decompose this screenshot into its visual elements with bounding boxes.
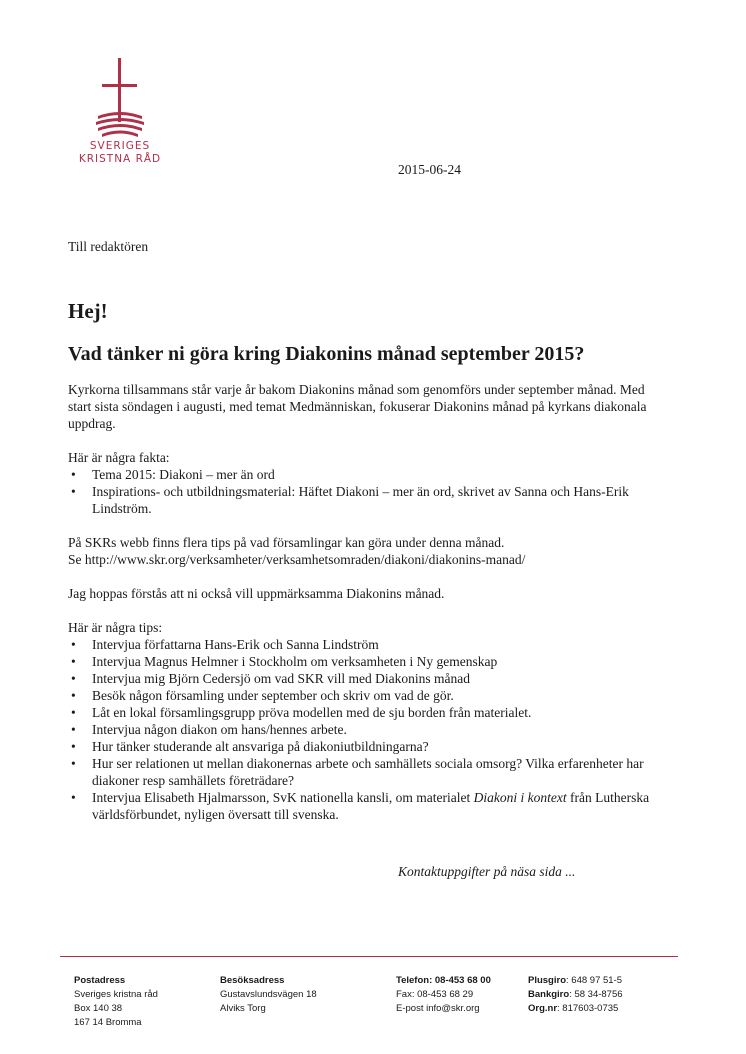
footer-postal-line: 167 14 Bromma — [74, 1017, 142, 1028]
footer-postal-line: Box 140 38 — [74, 1003, 123, 1014]
footer-visit-line: Alviks Torg — [220, 1003, 266, 1014]
list-item: • Intervjua någon diakon om hans/hennes arbete. — [92, 721, 658, 738]
orgnr-label: Org.nr — [528, 1003, 558, 1014]
footer-postal-line: Sveriges kristna råd — [74, 989, 158, 1000]
list-item: • Besök någon församling under september och skriv om vad de gör. — [92, 687, 658, 704]
web-link[interactable]: Se http://www.skr.org/verksamheter/verksamhetsomraden/diakoni/diakonins-manad/ — [68, 552, 526, 567]
list-item — [92, 789, 658, 823]
orgnr-value: : 817603-0735 — [557, 1003, 619, 1014]
footer-contact — [396, 974, 491, 1016]
web-line-1: På SKRs webb finns flera tips på vad församlingar kan göra under denna månad. — [68, 535, 505, 550]
page-title: Vad tänker ni göra kring Diakonins månad september 2015? — [68, 343, 585, 365]
list-item: • Hur tänker studerande alt ansvariga på diakoniutbildningarna? — [92, 738, 658, 755]
footer-postal-title: Postadress — [74, 975, 126, 986]
bankgiro-label: Bankgiro — [528, 989, 570, 1000]
list-item: • Intervjua mig Björn Cedersjö om vad SKR vill med Diakonins månad — [92, 670, 658, 687]
contact-note: Kontaktuppgifter på näsa sida ... — [398, 864, 576, 879]
footer-email[interactable]: E-post info@skr.org — [396, 1003, 480, 1014]
hope-paragraph: Jag hoppas förstås att ni också vill uppmärksamma Diakonins månad. — [68, 586, 445, 601]
intro-paragraph: Kyrkorna tillsammans står varje år bakom Diakonins månad som genomförs under september månad. Med start sista söndagen i augusti, med temat Medmänniskan, fokuserar Diakonins månad på kyrkans diakonala uppdrag. — [68, 382, 647, 431]
list-item: • Intervjua Magnus Helmner i Stockholm om verksamheten i Ny gemenskap — [92, 653, 658, 670]
footer-visit — [220, 974, 317, 1016]
footer-visit-title: Besöksadress — [220, 975, 285, 986]
facts-intro: Här är några fakta: — [68, 450, 170, 465]
bankgiro-value: : 58 34-8756 — [569, 989, 623, 1000]
plusgiro-label: Plusgiro — [528, 975, 567, 986]
tip-text-before: Intervjua Elisabeth Hjalmarsson, SvK nationella kansli, om materialet — [92, 790, 474, 805]
footer-visit-line: Gustavslundsvägen 18 — [220, 989, 317, 1000]
cross-boat-icon — [90, 58, 150, 140]
plusgiro-value: : 648 97 51-5 — [566, 975, 623, 986]
org-logo — [78, 58, 162, 166]
tips-intro: Här är några tips: — [68, 620, 163, 635]
footer-phone: Telefon: 08-453 68 00 — [396, 975, 491, 986]
list-item: • Inspirations- och utbildningsmaterial: Häftet Diakoni – mer än ord, skrivet av Sanna och Hans-Erik Lindström. — [92, 483, 658, 517]
recipient: Till redaktören — [68, 239, 149, 254]
footer-divider — [60, 956, 678, 957]
greeting: Hej! — [68, 299, 108, 323]
footer-postal — [74, 974, 158, 1030]
logo-text-line1: SVERIGES — [89, 140, 151, 152]
letter-body — [68, 381, 658, 823]
tip-title-italic: Diakoni i kontext — [473, 790, 567, 805]
footer-bank — [528, 974, 623, 1016]
footer-fax: Fax: 08-453 68 29 — [396, 989, 474, 1000]
logo-text-line2: KRISTNA RÅD — [78, 153, 162, 165]
list-item: • Hur ser relationen ut mellan diakonernas arbete och samhällets sociala omsorg? Vilka erfarenheter har diakoner resp samhällets företrädare? — [92, 755, 658, 789]
list-item: • Intervjua författarna Hans-Erik och Sanna Lindström — [92, 636, 658, 653]
list-item: • Låt en lokal församlingsgrupp pröva modellen med de sju borden från materialet. — [92, 704, 658, 721]
tip-text-after: från Lutherska världsförbundet, nyligen översatt till svenska. — [92, 790, 650, 822]
tips-list — [68, 636, 658, 823]
letter-date: 2015-06-24 — [398, 162, 461, 177]
list-item: • Tema 2015: Diakoni – mer än ord — [92, 466, 658, 483]
facts-list — [68, 466, 658, 517]
